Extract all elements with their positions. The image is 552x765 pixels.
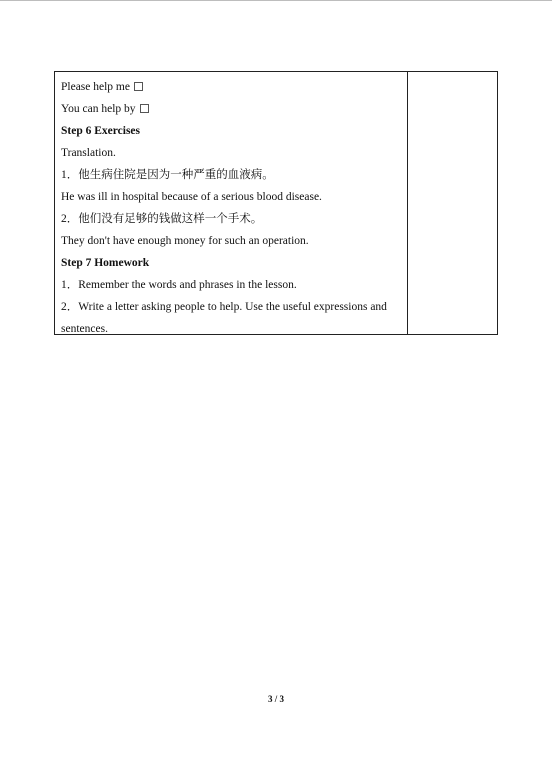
- text-line: [61, 98, 407, 120]
- step-6-heading: Step 6 Exercises: [61, 125, 141, 137]
- top-divider: [0, 0, 552, 1]
- checkbox-icon: [140, 104, 149, 113]
- line-text: Please help me: [61, 81, 130, 93]
- text-line: He was ill in hospital because of a serious blood disease.: [61, 191, 322, 203]
- lesson-table: [54, 71, 498, 335]
- checkbox-icon: [134, 82, 143, 91]
- text-line: [61, 76, 407, 98]
- page-number: 3 / 3: [267, 694, 284, 704]
- text-line: 1．Remember the words and phrases in the lesson.: [61, 279, 297, 291]
- step-7-heading: Step 7 Homework: [61, 257, 150, 269]
- text-line: sentences.: [61, 323, 108, 335]
- text-line: Translation.: [61, 147, 116, 159]
- line-text: You can help by: [61, 103, 136, 115]
- text-line: 2．Write a letter asking people to help. Use the useful expressions and: [61, 301, 387, 313]
- text-line: 2．他们没有足够的钱做这样一个手术。: [61, 213, 263, 225]
- text-line: 1．他生病住院是因为一种严重的血液病。: [61, 169, 274, 181]
- notes-cell: [408, 72, 497, 334]
- lesson-content-cell: [55, 72, 408, 334]
- text-line: They don't have enough money for such an operation.: [61, 235, 309, 247]
